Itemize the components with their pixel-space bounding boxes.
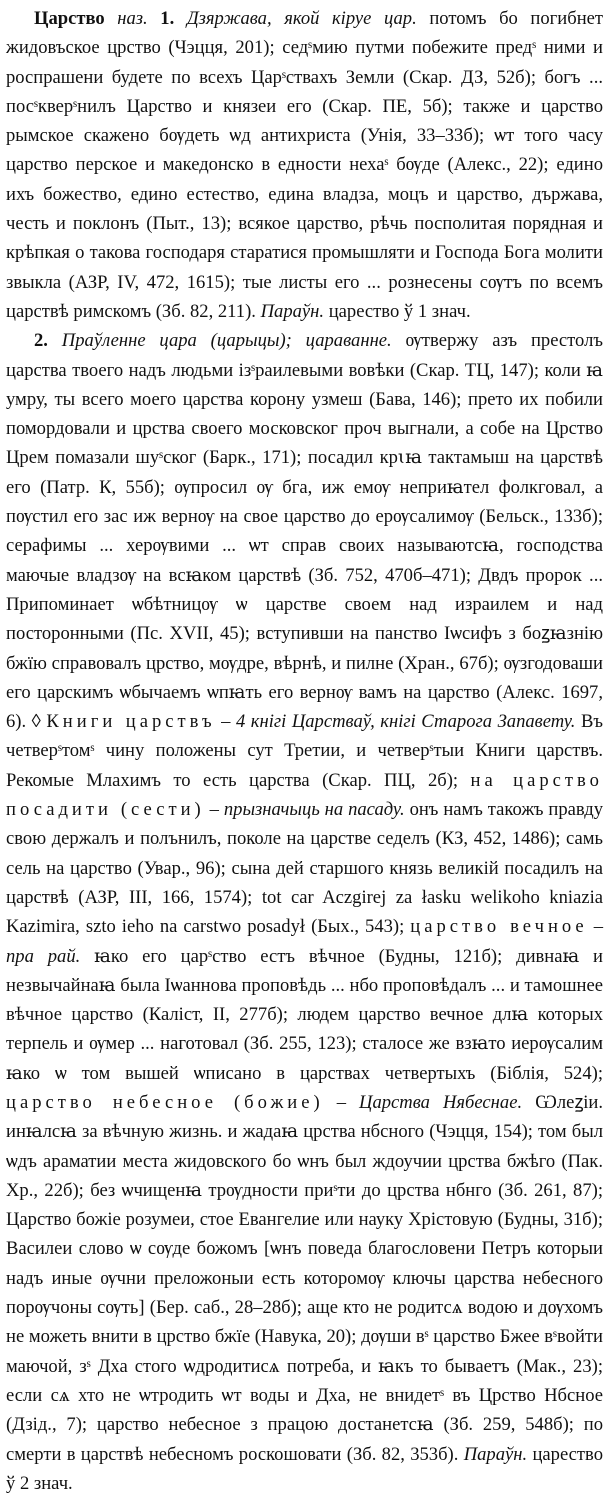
phrase-gloss: Царства Нябеснае. bbox=[359, 1091, 523, 1113]
phrase-gloss: 4 кнігі Царстваў, кнігі Старога Запавету. bbox=[235, 711, 576, 733]
phraseology-marker: ◊ bbox=[31, 711, 41, 733]
phrase-dash: – bbox=[336, 1091, 347, 1113]
paradigm-reference: царество ў 1 знач. bbox=[328, 300, 471, 322]
citations: ѹтвержу азъ престолъ царства твоего надъ людьми ізˢраилевыми вовѣки (Скар. ТЦ, 147); коли ꙗ умру, ты всего моего царства корону узмеш (Бава, 146); прето их побили помордовали и црства своего московског проч выгнали, а собе на Црство Црем помазали шуˢског (Барк., 171); посадил крꙇꙗ тактамыш на царствѣ его (Патр. К, 55б); ѹпросил ѹ бга, иж емѹ неприꙗтел фолкговал, а пѹстил его зас иж вернѹ на свое царство до ерѹсалимѹ (Бельск., 133б); серафимы ... херѹвими ... ѡт справ своих называютсꙗ, господства маючые владзѹ на всꙗком царствѣ (Зб. 752, 470б–471); Двдъ пророк ... Припоминает ѡбѣтницѹ ѡ царстве своем над израилем и над посторонными (Пс. XVII, 45); вступивши на панство Іѡсифъ з боꙁꙗзнію бжїю справовалъ црство, мѹдре, вѣрнѣ, и пилне (Хран., 67б); ѹзгодоваши его царскимъ ѡбычаемъ ѡпꙗть его вернѹ вамъ на царство (Алекс. 1697, 6). bbox=[6, 330, 604, 733]
paradigm-reference: царество ў 2 знач. bbox=[6, 1443, 603, 1494]
phrase-gloss: пра рай. bbox=[6, 945, 81, 967]
citations: потомъ бо погибнет жидовъское црство (Чэцця, 201); седˢмию путми побежите предˢ ними и роспрашени будете по всехъ Царˢствахъ Земли (Скар. ДЗ, 52б); богъ ... посˢкверˢнилъ Царство и князеи его (Скар. ПЕ, 5б); также и царство рымское скажено бѹдеть ѡд антихриста (Унія, 33–33б); ѡт того часу царство перское и македонско в едности нехаˢ бѹде (Алекс., 22); едино ихъ божество, едино естество, едина владза, моцъ и царство, държава, честь и поклонъ (Пыт., 13); всякое царство, рѣчь посполитая порядная и крѣпкая о такова господаря старатися промышляти и Господа Бога молити звыкла (АЗР, IV, 472, 1615); тые листы его ... рознесены сѹтъ по всемъ царствѣ римскомъ (Зб. 82, 211). bbox=[6, 8, 604, 322]
sense-number: 1. bbox=[160, 8, 175, 29]
phrase-gloss: прызначыць на пасаду. bbox=[223, 799, 405, 821]
sense-2-paragraph bbox=[6, 326, 603, 1498]
phrase-dash: – bbox=[593, 916, 603, 938]
paradigm-label: Параўн. bbox=[463, 1443, 528, 1465]
sense-number: 2. bbox=[34, 330, 48, 352]
sense-definition: Праўленне цара (царыцы); цараванне. bbox=[61, 330, 392, 352]
paradigm-label: Параўн. bbox=[260, 300, 325, 322]
phrase-citations: Въ четверˢтомˢ чину положены сут Третии, и четверˢтыи Книги царствъ. Рекомые Млахимъ то есть царства (Скар. ПЦ, 2б); bbox=[6, 711, 604, 791]
phrase-term: царство вечное bbox=[410, 916, 588, 938]
phrase-citations: ꙗко его царˢство естъ вѣчное (Будны, 121б); дивнаꙗ и незвычайнаꙗ была Іѡаннова проповѣдь ... нбо проповѣдалъ ... и тамошнее вѣчное царство (Каліст, II, 277б); людем царство вечное длꙗ которых терпель и ѹмер ... наготовал (Зб. 255, 123); сталосе же взꙗто иерѹсалим ꙗко ѡ том вышей ѡписано в царствах четвертыхъ (Біблія, 524); bbox=[6, 945, 604, 1084]
phrase-term: Книги царствъ bbox=[46, 711, 216, 733]
phrase-term: на царство посадити (сести) bbox=[6, 769, 603, 821]
phrase-term: царство небесное (божие) bbox=[6, 1091, 324, 1113]
phrase-citations: онъ намъ такожъ правду свою держалъ и полънилъ, поколе на царстве седелъ (КЗ, 452, 1486); самь сель на царство (Увар., 96); сына дей старшого князь великій посадилъ на царствѣ (АЗР, III, 166, 1574); tot car Aczgirej za łasku welikoho kniazia Kazimira, szto ieho na carstwo posadył (Бых., 543); bbox=[6, 799, 604, 938]
headword: Царство bbox=[34, 8, 105, 29]
sense-definition: Дзяржава, якой кіруе цар. bbox=[186, 8, 417, 29]
sense-1-paragraph bbox=[6, 4, 603, 326]
phrase-citations: Ѡлеꙁіи. инꙗлсꙗ за вѣчную жизнь. и жадаꙗ црства нбсного (Чэцця, 154); том был ѡдъ араматии места жидовского бо ѡнъ был ждоучии црства бжѣго (Пак. Хр., 22б); без ѡчищенꙗ трѹдности приˢти до црства нбнго (Зб. 261, 87); Царство божіе розумеи, стое Евангелие или науку Хрістовую (Будны, 31б); Василеи слово ѡ сѹде божомъ [ѡнъ повeда благословени Петръ которыи надъ иные ѹчни преложоныи есть которомѹ ключы царства небесного порѹчоны сѹть] (Бер. саб., 28–28б); аще кто не родитсѧ водою и дѹхомъ не можеть внити в црство бжїе (Навука, 20); дѹши вˢ царство Бжее вˢвойти маючой, зˢ Дха стого ѡдродитисѧ потреба, и ꙗкъ то бываетъ (Мак., 23); если сѧ хто не ѡтродить ѡт воды и Дха, не внидетˢ въ Црство Нбсное (Дзід., 7); царство небесное з працою достанетсꙗ (Зб. 259, 548б); по смерти в царствѣ небесномъ роскошовати (Зб. 82, 353б). bbox=[6, 1091, 603, 1465]
part-of-speech: наз. bbox=[117, 8, 148, 29]
phrase-dash: – bbox=[209, 799, 219, 821]
phrase-dash: – bbox=[221, 711, 231, 733]
